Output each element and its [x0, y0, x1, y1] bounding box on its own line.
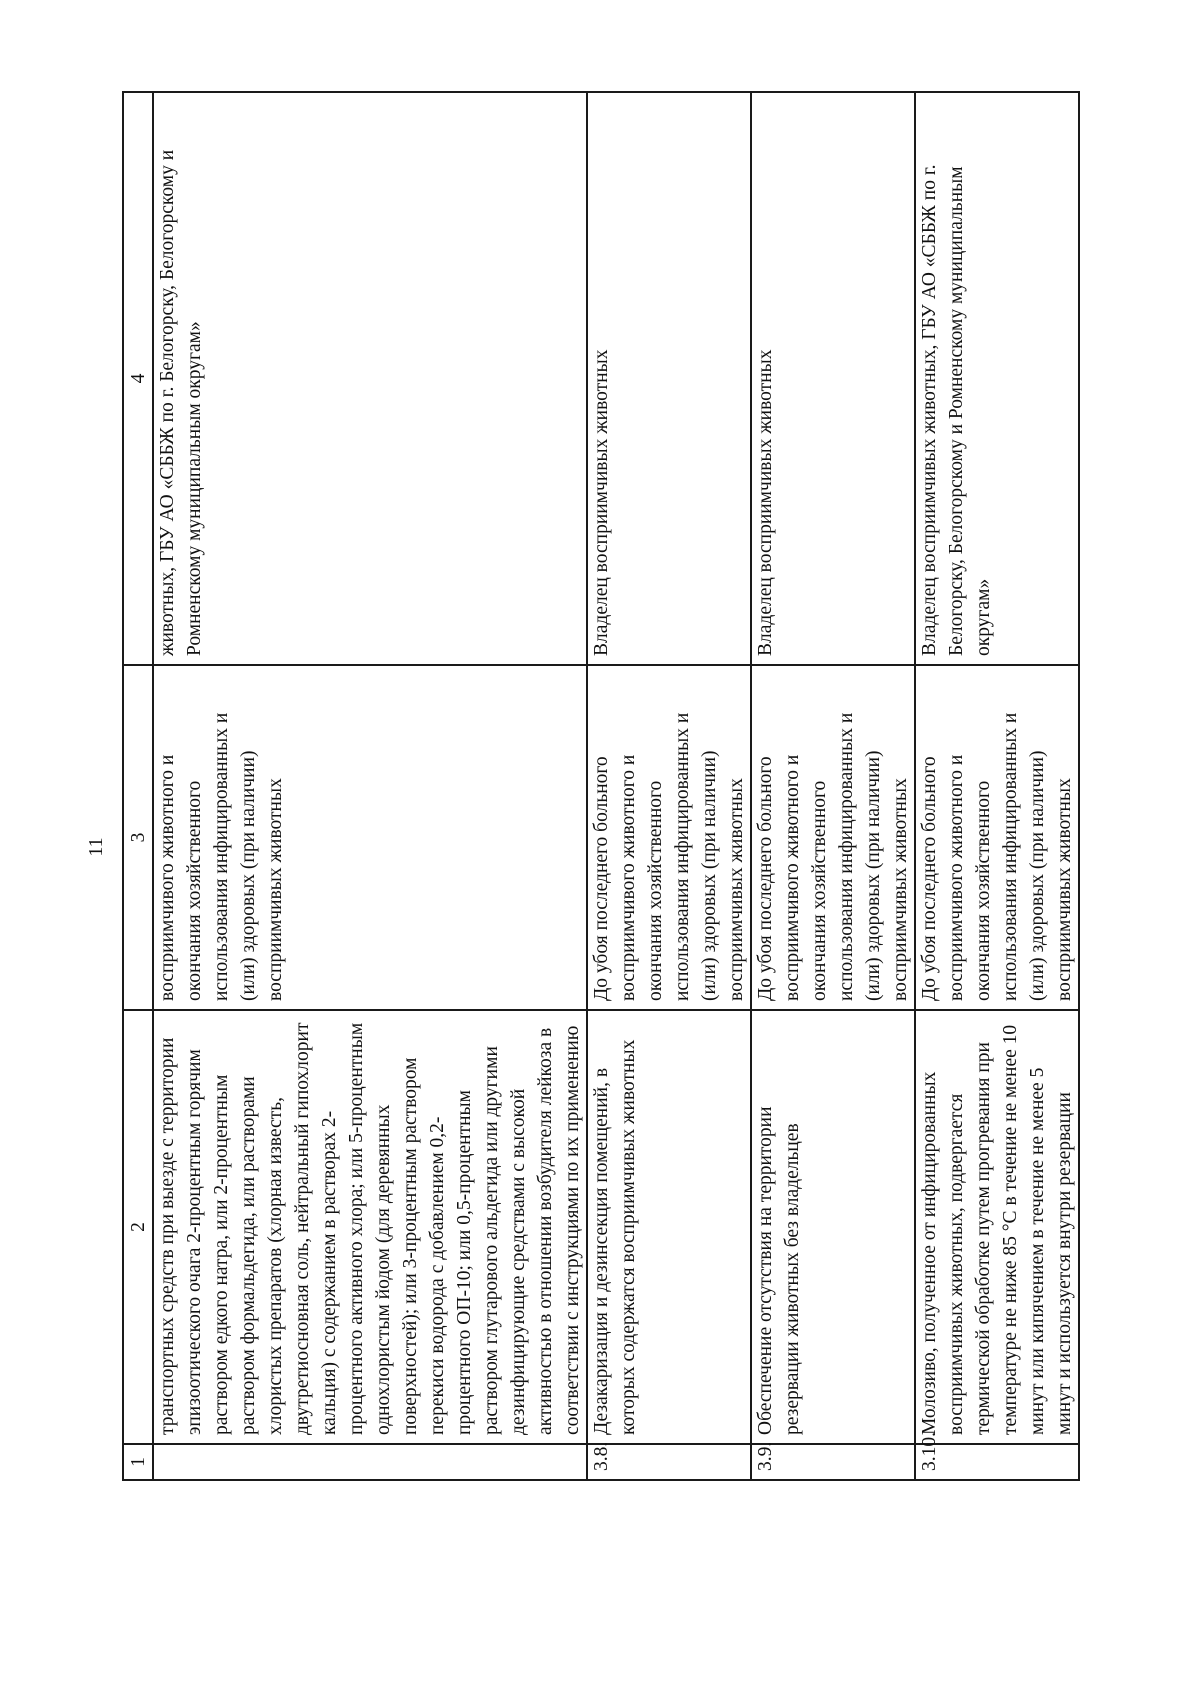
table-row: [153, 92, 587, 1480]
measure-cell: [751, 1010, 915, 1444]
term-cell: [751, 665, 915, 1010]
responsible-text: Владелец восприимчивых животных: [591, 349, 612, 656]
header-col-3: 3: [123, 665, 153, 1010]
table-header-row: [123, 92, 153, 1480]
measure-text: транспортных средств при выезде с территории эпизоотического очага 2-процентным горячим раствором едкого натра, или 2-процентным раствором формальдегида, или растворами хлористых препаратов (хлорная известь, двутретиосновная соль, нейтральный гипохлорит кальция) с содержанием в растворах 2-процентного активного хлора; или 5-процентным однохлористым йодом (для деревянных поверхностей); или 3-процентным раствором перекиси водорода с добавлением 0,2-процентного ОП-10; или 0,5-процентным раствором глутарового альдегида или другими дезинфицирующие средствами с высокой активностью в отношении возбудителя лейкоза в соответствии с инструкциями по их применению: [157, 1022, 583, 1435]
measure-cell: [153, 1010, 587, 1444]
row-number: 3.8.: [587, 1444, 751, 1480]
page-number: 11: [85, 837, 107, 857]
responsible-text: животных, ГБУ АО «СББЖ по г. Белогорску, Белогорскому и Ромненскому муниципальным округам»: [157, 149, 205, 656]
measure-text: Дезакаризация и дезинсекция помещений, в которых содержатся восприимчивых животных: [591, 1039, 639, 1435]
table-container: [122, 93, 1075, 1481]
row-number: 3.10.: [915, 1444, 1079, 1480]
term-cell: [153, 665, 587, 1010]
row-number: 3.9.: [751, 1444, 915, 1480]
term-text: До убоя последнего больного восприимчивого животного и окончания хозяйственного использования инфицированных и (или) здоровых (при наличии) восприимчивых животных: [755, 712, 911, 1001]
term-cell: [915, 665, 1079, 1010]
measure-cell: [915, 1010, 1079, 1444]
responsible-text: Владелец восприимчивых животных: [755, 349, 776, 656]
header-col-1: 1: [123, 1444, 153, 1480]
measures-table: [122, 91, 1080, 1481]
rotated-table: [122, 93, 1075, 1481]
measure-cell: [587, 1010, 751, 1444]
responsible-cell: [587, 92, 751, 665]
responsible-cell: [153, 92, 587, 665]
header-col-2: 2: [123, 1010, 153, 1444]
term-text: восприимчивого животного и окончания хозяйственного использования инфицированных и (или) здоровых (при наличии) восприимчивых животных: [157, 712, 286, 1001]
term-cell: [587, 665, 751, 1010]
measure-text: Обеспечение отсутствия на территории резервации животных без владельцев: [755, 1106, 803, 1435]
term-text: До убоя последнего больного восприимчивого животного и окончания хозяйственного использования инфицированных и (или) здоровых (при наличии) восприимчивых животных: [591, 712, 747, 1001]
table-row: [915, 92, 1079, 1480]
header-col-4: 4: [123, 92, 153, 665]
responsible-text: Владелец восприимчивых животных, ГБУ АО «СББЖ по г. Белогорску, Белогорскому и Ромненскому муниципальным округам»: [919, 164, 994, 656]
term-text: До убоя последнего больного восприимчивого животного и окончания хозяйственного использования инфицированных и (или) здоровых (при наличии) восприимчивых животных: [919, 712, 1075, 1001]
table-row: [587, 92, 751, 1480]
measure-text: Молозиво, полученное от инфицированных восприимчивых животных, подвергается термической обработке путем прогревания при температуре не ниже 85 °С в течение не менее 10 минут или кипячением в течение не менее 5 минут и используется внутри резервации: [919, 1024, 1075, 1435]
responsible-cell: [915, 92, 1079, 665]
responsible-cell: [751, 92, 915, 665]
row-number: [153, 1444, 587, 1480]
table-row: [751, 92, 915, 1480]
